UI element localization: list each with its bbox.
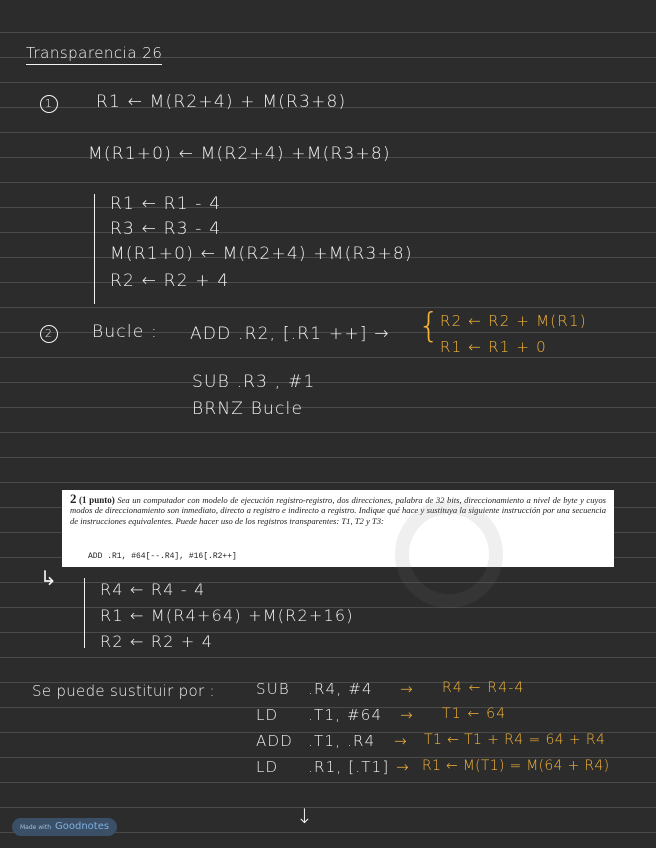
orange-brace: { bbox=[418, 306, 440, 346]
problem-text bbox=[70, 491, 606, 526]
add-effect-1: R2 ← R2 + M(R1) bbox=[440, 312, 587, 330]
row-4-note: R1 ← M(T1) = M(64 + R4) bbox=[422, 758, 610, 774]
row-1-note: R4 ← R4-4 bbox=[442, 680, 525, 696]
sub-instruction: SUB .R3 , #1 bbox=[192, 372, 316, 392]
problem-card bbox=[62, 490, 614, 567]
add-effect-2: R1 ← R1 + 0 bbox=[440, 338, 547, 356]
row-2-args: .T1, #64 bbox=[308, 706, 383, 724]
row-4-args: .R1, [.T1] bbox=[308, 758, 390, 776]
row-2-note: T1 ← 64 bbox=[442, 706, 507, 722]
section-1-line-2: M(R1+0) ← M(R2+4) +M(R3+8) bbox=[88, 144, 391, 164]
row-4-arrow: → bbox=[396, 758, 410, 776]
section-1-block-line-2: R3 ← R3 - 4 bbox=[110, 219, 222, 239]
row-1-op: SUB bbox=[256, 680, 290, 698]
section-1-block-line-4: R2 ← R2 + 4 bbox=[110, 271, 230, 291]
row-3-op: ADD bbox=[256, 732, 293, 750]
row-1-args: .R4, #4 bbox=[308, 680, 373, 698]
row-3-note: T1 ← T1 + R4 = 64 + R4 bbox=[424, 732, 606, 748]
expansion-line-2: R1 ← M(R4+64) +M(R2+16) bbox=[100, 606, 354, 625]
problem-statement: Sea un computador con modelo de ejecución registro-registro, dos direcciones, palabra de 32 bits, direccionamiento a nivel de byte y cuyos modos de direccionamiento son inmediato, directo a registro e indirecto a registro. Indique qué hace y sustituya la siguiente instrucción por una secuencia de instrucciones equivalentes. Puede hacer uso de los registros transparentes: T1, T2 y T3: bbox=[70, 495, 606, 526]
loop-label: Bucle : bbox=[92, 322, 158, 342]
problem-code: ADD .R1, #64[--.R4], #16[.R2++] bbox=[88, 552, 237, 561]
row-2-op: LD bbox=[256, 706, 279, 724]
section-1-block-line-3: M(R1+0) ← M(R2+4) +M(R3+8) bbox=[110, 244, 413, 264]
expansion-line-1: R4 ← R4 - 4 bbox=[100, 580, 206, 599]
row-2-arrow: → bbox=[400, 706, 414, 724]
expansion-line-3: R2 ← R2 + 4 bbox=[100, 632, 214, 651]
section-1-line-1: R1 ← M(R2+4) + M(R3+8) bbox=[96, 92, 347, 112]
curved-arrow-icon: ↳ bbox=[40, 566, 58, 590]
row-3-args: .T1, .R4 bbox=[308, 732, 376, 750]
row-4-op: LD bbox=[256, 758, 279, 776]
goodnotes-logo: Made with Goodnotes bbox=[12, 818, 117, 836]
problem-points: (1 punto) bbox=[79, 495, 115, 505]
down-arrow-icon: ↓ bbox=[296, 804, 314, 828]
substitute-label: Se puede sustituir por : bbox=[32, 682, 215, 700]
add-instruction: ADD .R2, [.R1 ++] → bbox=[190, 324, 390, 344]
section-1-block-line-1: R1 ← R1 - 4 bbox=[110, 194, 222, 214]
row-1-arrow: → bbox=[400, 680, 414, 698]
section-1-bracket bbox=[94, 194, 95, 304]
watermark bbox=[395, 500, 503, 608]
page-title: Transparencia 26 bbox=[26, 44, 162, 65]
section-1-marker: 1 bbox=[40, 92, 58, 113]
expansion-bracket bbox=[84, 578, 85, 648]
section-2-marker: 2 bbox=[40, 322, 58, 343]
row-3-arrow: → bbox=[394, 732, 408, 750]
brnz-instruction: BRNZ Bucle bbox=[192, 399, 304, 419]
problem-number: 2 bbox=[70, 491, 77, 506]
